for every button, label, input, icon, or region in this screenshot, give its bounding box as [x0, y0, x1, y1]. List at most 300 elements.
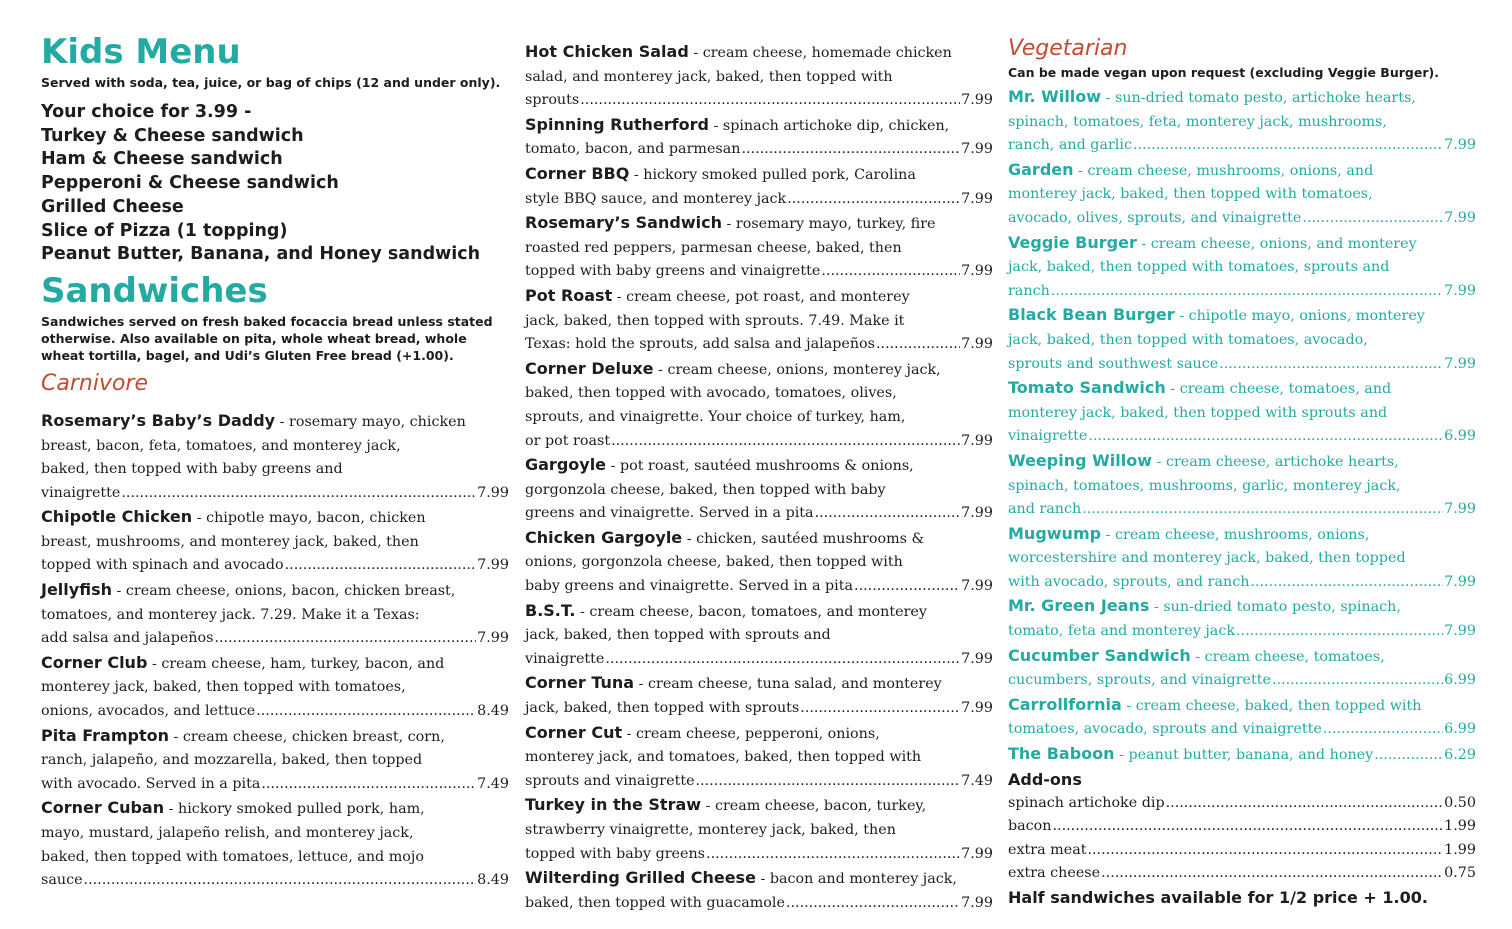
menu-item-desc: cream cheese, artichoke hearts,: [1165, 453, 1399, 470]
menu-item: [1008, 376, 1476, 449]
menu-item-line: [525, 721, 993, 747]
menu-item-name: Chipotle Chicken: [41, 507, 193, 527]
menu-item-price-line: [525, 648, 993, 672]
menu-item-desc: bacon and monterey jack,: [769, 871, 957, 888]
menu-item-price: 7.99: [961, 92, 993, 109]
menu-item-name: Cucumber Sandwich: [1008, 645, 1191, 665]
menu-item-desc: sun-dried tomato pesto, artichoke hearts,: [1114, 90, 1416, 106]
dot-leader: [261, 773, 476, 797]
menu-item-price-line: [1008, 207, 1476, 231]
menu-item-price: 6.99: [1444, 672, 1476, 689]
menu-item-price: 7.99: [477, 630, 509, 647]
menu-item-desc: cream cheese, tuna salad, and monterey: [647, 676, 942, 693]
menu-item-desc: monterey jack, baked, then topped with sprouts and: [1008, 404, 1388, 421]
menu-item-price: 7.99: [961, 845, 993, 862]
menu-item-name: The Baboon: [1008, 744, 1115, 764]
menu-item-dash: -: [1149, 599, 1164, 616]
menu-item-price-line: [1008, 134, 1476, 158]
menu-item-desc: vinaigrette: [1008, 428, 1088, 445]
dot-leader: [1236, 620, 1443, 644]
menu-item-line: [41, 724, 509, 750]
dot-leader: [605, 648, 960, 672]
menu-item-price-line: [41, 700, 509, 724]
sandwiches-title: Sandwiches: [41, 270, 268, 311]
menu-item-name: Rosemary’s Baby’s Daddy: [41, 410, 276, 430]
menu-item-price: 7.49: [477, 775, 509, 792]
addon-name: spinach artichoke dip: [1008, 794, 1165, 811]
menu-item-dash: -: [147, 655, 162, 672]
menu-item-desc: avocado, olives, sprouts, and vinaigrette: [1008, 209, 1302, 226]
menu-item-line: [41, 409, 509, 435]
menu-item-desc: spinach, tomatoes, feta, monterey jack, mushrooms,: [1008, 113, 1387, 130]
menu-item-dash: -: [634, 676, 648, 693]
menu-item-name: Pot Roast: [525, 285, 613, 305]
sandwiches-note: Sandwiches served on fresh baked focaccia bread unless stated otherwise. Also available on pita, whole wheat bread, whole wheat tortilla, bagel, and Udi’s Gluten Free bread (+1.00).: [41, 313, 493, 363]
dot-leader: [1323, 718, 1443, 742]
menu-item-dash: -: [755, 871, 770, 888]
menu-item-name: B.S.T.: [525, 600, 576, 620]
dot-leader: [285, 554, 477, 578]
dot-leader: [742, 138, 961, 162]
menu-item-line: [1008, 522, 1476, 548]
menu-item-price: 7.99: [961, 505, 993, 522]
menu-item: [1008, 303, 1476, 376]
menu-item-desc: chipotle mayo, bacon, chicken: [206, 510, 426, 527]
menu-item-desc: tomatoes, avocado, sprouts and vinaigrette: [1008, 721, 1322, 738]
menu-item: [1008, 85, 1476, 158]
menu-item-line: [1008, 449, 1476, 475]
menu-item-desc: Texas: hold the sprouts, add salsa and jalapeños: [525, 336, 875, 353]
menu-item: [525, 721, 993, 794]
menu-item-line: [525, 40, 993, 66]
menu-item: [525, 866, 993, 915]
menu-item-desc: worcestershire and monterey jack, baked, then topped: [1008, 550, 1406, 567]
menu-item-line: [525, 671, 993, 697]
menu-item-text: [1008, 742, 1373, 768]
menu-item-price-line: [41, 554, 509, 578]
menu-item: [41, 578, 509, 651]
menu-item-desc: baked, then topped with tomatoes, lettuce, and mojo: [41, 848, 424, 865]
menu-item-dash: -: [1101, 90, 1115, 106]
menu-item-desc: rosemary mayo, chicken: [289, 413, 466, 430]
carnivore-list-1: [41, 409, 509, 893]
menu-item-line: [525, 357, 993, 383]
menu-item-price: 7.99: [961, 263, 993, 280]
menu-item-dash: -: [721, 216, 736, 233]
menu-item-desc: baby greens and vinaigrette. Served in a pita: [525, 578, 854, 595]
menu-item-price-line: [1008, 498, 1476, 522]
menu-item: [525, 599, 993, 672]
menu-item-dash: -: [1101, 526, 1115, 543]
menu-item: [525, 113, 993, 162]
dot-leader: [800, 697, 960, 721]
menu-item-name: Weeping Willow: [1008, 450, 1153, 470]
menu-item-name: Mugwump: [1008, 523, 1102, 543]
menu-item: [1008, 158, 1476, 231]
dot-leader: [821, 260, 960, 284]
menu-item-name: Carrollfornia: [1008, 694, 1122, 714]
menu-item-price-line: [1008, 742, 1476, 768]
menu-item-desc: cream cheese, homemade chicken: [702, 45, 952, 61]
menu-item-line: [1008, 158, 1476, 184]
menu-item-price-line: [525, 770, 993, 794]
menu-item-price-line: [525, 843, 993, 867]
menu-item-desc: roasted red peppers, parmesan cheese, baked, then: [525, 239, 902, 256]
kids-menu-item: Ham & Cheese sandwich: [41, 149, 283, 170]
menu-item-price-line: [525, 892, 993, 916]
menu-item-desc: jack, baked, then topped with sprouts. 7.49. Make it: [525, 312, 905, 329]
menu-item-dash: -: [1114, 747, 1129, 764]
menu-item-desc: sprouts, and vinaigrette. Your choice of turkey, ham,: [525, 408, 906, 425]
dot-leader: [611, 430, 960, 454]
menu-item-name: Corner Club: [41, 652, 148, 672]
menu-item: [525, 40, 993, 113]
menu-item-desc: cream cheese, mushrooms, onions,: [1114, 526, 1370, 543]
menu-item-price: 6.99: [1444, 428, 1476, 445]
menu-item-desc: jack, baked, then topped with sprouts: [525, 700, 800, 717]
menu-item-price: 7.99: [1444, 501, 1476, 518]
menu-item-name: Jellyfish: [41, 580, 112, 600]
menu-item-dash: -: [682, 530, 697, 547]
menu-item-price-line: [41, 869, 509, 893]
half-sandwich-note: Half sandwiches available for 1/2 price + 1.00.: [1008, 888, 1428, 907]
menu-item-line: [525, 284, 993, 310]
menu-item-line: [525, 866, 993, 892]
menu-item-name: Spinning Rutherford: [525, 114, 709, 134]
addon-price: 0.50: [1444, 794, 1476, 811]
dot-leader: [1101, 862, 1443, 886]
menu-item-desc: tomato, feta and monterey jack: [1008, 623, 1235, 640]
menu-item-price-line: [525, 89, 993, 113]
menu-item-desc: ranch: [1008, 282, 1050, 299]
menu-item-desc: cream cheese, bacon, tomatoes, and monterey: [589, 603, 927, 620]
menu-item-desc: cream cheese, onions, monterey jack,: [667, 361, 941, 378]
menu-item-desc: pot roast, sautéed mushrooms & onions,: [619, 458, 914, 475]
menu-item-price-line: [1008, 353, 1476, 377]
menu-item-dash: -: [1136, 235, 1151, 252]
menu-item-price-line: [1008, 425, 1476, 449]
menu-item-line: [525, 793, 993, 819]
menu-item: [41, 651, 509, 724]
menu-item-desc: breast, bacon, feta, tomatoes, and monterey jack,: [41, 437, 401, 454]
menu-item-price: 7.99: [961, 336, 993, 353]
menu-item-desc: jack, baked, then topped with sprouts and: [525, 627, 831, 644]
menu-item-price: 7.99: [961, 700, 993, 717]
menu-item: [525, 671, 993, 720]
menu-item: [525, 284, 993, 357]
menu-item-dash: -: [1152, 453, 1166, 470]
dot-leader: [1374, 744, 1443, 768]
dot-leader: [787, 188, 960, 212]
menu-item-dash: -: [701, 798, 715, 815]
menu-item-dash: -: [688, 45, 703, 61]
menu-item-price-line: [1008, 620, 1476, 644]
addon-item: [1008, 792, 1476, 816]
menu-item-price-line: [525, 138, 993, 162]
menu-item: [1008, 644, 1476, 693]
menu-item-line: [525, 162, 993, 188]
menu-item-name: Black Bean Burger: [1008, 305, 1175, 325]
menu-item-price: 7.99: [961, 894, 993, 911]
dot-leader: [1087, 839, 1443, 863]
menu-item-desc: chicken, sautéed mushrooms &: [696, 530, 925, 547]
menu-item-price: 7.99: [961, 432, 993, 449]
menu-item-desc: jack, baked, then topped with tomatoes, sprouts and: [1008, 259, 1390, 276]
menu-item-dash: -: [1190, 648, 1205, 665]
menu-item-desc: strawberry vinaigrette, monterey jack, baked, then: [525, 822, 896, 838]
menu-item-desc: cream cheese, pot roast, and monterey: [626, 288, 910, 305]
menu-item-price: 7.99: [477, 557, 509, 574]
menu-item: [525, 793, 993, 866]
menu-item-name: Corner Cut: [525, 722, 623, 742]
menu-item-line: [41, 578, 509, 604]
vegetarian-note: Can be made vegan upon request (excluding Veggie Burger).: [1008, 65, 1439, 80]
menu-item-line: [1008, 303, 1476, 329]
menu-item-name: Pita Frampton: [41, 725, 169, 745]
menu-item-desc: cream cheese, tomatoes,: [1204, 648, 1385, 665]
menu-item-price-line: [525, 333, 993, 357]
menu-item-name: Garden: [1008, 159, 1074, 179]
menu-item-line: [525, 599, 993, 625]
menu-item-desc: baked, then topped with guacamole: [525, 894, 785, 911]
menu-item-desc: breast, mushrooms, and monterey jack, baked, then: [41, 533, 419, 550]
menu-item-dash: -: [168, 728, 183, 745]
menu-item-name: Gargoyle: [525, 455, 607, 475]
menu-item-name: Wilterding Grilled Cheese: [525, 868, 756, 888]
menu-item-price: 7.99: [961, 650, 993, 667]
dot-leader: [580, 89, 960, 113]
menu-item-line: [525, 113, 993, 139]
menu-item-price: 6.29: [1444, 747, 1476, 764]
menu-item-price: 8.49: [477, 872, 509, 889]
menu-item-desc: sprouts and vinaigrette: [525, 772, 695, 789]
menu-item-dash: -: [622, 725, 637, 742]
menu-item-desc: cream cheese, mushrooms, onions, and: [1087, 162, 1374, 179]
menu-item-dash: -: [575, 603, 590, 620]
dot-leader: [1053, 815, 1444, 839]
menu-item-price-line: [41, 773, 509, 797]
menu-item-price: 7.49: [961, 772, 993, 789]
menu-item-price-line: [525, 260, 993, 284]
column-2: [525, 40, 993, 915]
menu-item-desc: topped with baby greens and vinaigrette: [525, 263, 821, 280]
menu-item-desc: with avocado, sprouts, and ranch: [1008, 573, 1250, 590]
menu-item-desc: spinach, tomatoes, mushrooms, garlic, monterey jack,: [1008, 477, 1401, 494]
menu-item-line: [1008, 85, 1476, 111]
addon-price: 1.99: [1444, 818, 1476, 835]
dot-leader: [706, 843, 960, 867]
dot-leader: [84, 869, 477, 893]
dot-leader: [1133, 134, 1443, 158]
kids-menu-item: Turkey & Cheese sandwich: [41, 125, 304, 146]
menu-item: [525, 526, 993, 599]
menu-item: [1008, 449, 1476, 522]
menu-item-name: Mr. Willow: [1008, 87, 1102, 106]
menu-item-desc: tomato, bacon, and parmesan: [525, 141, 741, 158]
menu-item: [41, 505, 509, 578]
menu-item-desc: cream cheese, onions, and monterey: [1150, 235, 1417, 252]
kids-menu-item: Peanut Butter, Banana, and Honey sandwich: [41, 244, 481, 265]
menu-item-desc: cream cheese, pepperoni, onions,: [636, 725, 880, 742]
dot-leader: [1302, 207, 1443, 231]
menu-item-line: [525, 526, 993, 552]
dot-leader: [1166, 792, 1444, 816]
menu-item-dash: -: [612, 288, 627, 305]
menu-item-desc: vinaigrette: [41, 484, 121, 501]
menu-item-desc: baked, then topped with baby greens and: [41, 461, 343, 478]
menu-item-price-line: [525, 502, 993, 526]
menu-item: [41, 796, 509, 892]
menu-item-desc: topped with baby greens: [525, 845, 706, 862]
menu-item-desc: onions, gorgonzola cheese, baked, then topped with: [525, 554, 903, 571]
menu-item-desc: jack, baked, then topped with tomatoes, avocado,: [1008, 331, 1368, 348]
addon-price: 0.75: [1444, 865, 1476, 882]
menu-item-desc: cream cheese, tomatoes, and: [1179, 381, 1392, 398]
menu-item-price-line: [1008, 280, 1476, 304]
menu-item-line: [1008, 693, 1476, 719]
menu-item-desc: rosemary mayo, turkey, fire: [735, 216, 936, 233]
menu-item-name: Turkey in the Straw: [525, 795, 702, 815]
menu-item-price: 7.99: [1444, 573, 1476, 590]
menu-item-desc: cucumbers, sprouts, and vinaigrette: [1008, 672, 1271, 689]
menu-item-dash: -: [1174, 308, 1189, 325]
menu-item-dash: -: [629, 166, 644, 183]
dot-leader: [854, 575, 960, 599]
menu-item-name: Chicken Gargoyle: [525, 527, 683, 547]
dot-leader: [1219, 353, 1443, 377]
kids-menu-list: [41, 101, 509, 267]
menu-item-price-line: [525, 697, 993, 721]
dot-leader: [214, 627, 476, 651]
menu-item-desc: spinach artichoke dip, chicken,: [722, 117, 950, 134]
menu-item-dash: -: [164, 801, 179, 818]
menu-item-name: Rosemary’s Sandwich: [525, 213, 722, 233]
column-3: [1008, 34, 1476, 910]
menu-item-price: 7.99: [1444, 137, 1476, 154]
menu-item-price-line: [525, 575, 993, 599]
menu-item-desc: cream cheese, baked, then topped with: [1135, 697, 1422, 714]
menu-item-desc: ranch, and garlic: [1008, 137, 1132, 154]
addon-item: [1008, 839, 1476, 863]
addon-name: extra meat: [1008, 841, 1087, 858]
menu-item-price: 6.99: [1444, 721, 1476, 738]
kids-menu-title: Kids Menu: [41, 32, 241, 72]
menu-item-desc: or pot roast: [525, 432, 611, 449]
menu-item-dash: -: [708, 117, 723, 134]
addon-item: [1008, 862, 1476, 886]
menu-item-desc: peanut butter, banana, and honey: [1128, 747, 1374, 764]
kids-menu-item: Your choice for 3.99 -: [41, 102, 252, 122]
kids-menu-item: Grilled Cheese: [41, 196, 184, 217]
menu-item-desc: hickory smoked pulled pork, ham,: [178, 801, 425, 818]
dot-leader: [121, 482, 476, 506]
menu-item-desc: tomatoes, and monterey jack. 7.29. Make it a Texas:: [41, 606, 420, 623]
column-1: [41, 30, 509, 893]
menu-item-desc: sauce: [41, 872, 83, 889]
menu-item-dash: -: [653, 361, 668, 378]
menu-item-line: [1008, 231, 1476, 257]
menu-item-desc: cream cheese, bacon, turkey,: [714, 798, 927, 815]
menu-item-line: [525, 453, 993, 479]
menu-item-line: [1008, 376, 1476, 402]
menu-item-desc: sprouts and southwest sauce: [1008, 355, 1219, 372]
menu-item-desc: cream cheese, ham, turkey, bacon, and: [161, 655, 445, 672]
menu-item-desc: salad, and monterey jack, baked, then topped with: [525, 68, 893, 85]
menu-item-desc: hickory smoked pulled pork, Carolina: [643, 166, 916, 183]
menu-item-desc: ranch, jalapeño, and mozzarella, baked, then topped: [41, 752, 423, 769]
menu-item-desc: with avocado. Served in a pita: [41, 775, 261, 792]
menu-item-desc: and ranch: [1008, 501, 1082, 518]
menu-item: [1008, 742, 1476, 768]
menu-item-price-line: [1008, 571, 1476, 595]
menu-item-desc: monterey jack, baked, then topped with tomatoes,: [41, 679, 406, 696]
menu-item-line: [41, 505, 509, 531]
menu-item-price: 8.49: [477, 703, 509, 720]
menu-item: [525, 357, 993, 453]
menu-item: [1008, 594, 1476, 643]
menu-item-name: Corner Tuna: [525, 673, 635, 693]
menu-item-name: Mr. Green Jeans: [1008, 596, 1150, 616]
menu-item-dash: -: [111, 583, 126, 600]
menu-item-desc: gorgonzola cheese, baked, then topped with baby: [525, 481, 886, 498]
dot-leader: [786, 892, 960, 916]
menu-item: [1008, 522, 1476, 595]
menu-item-price: 7.99: [477, 484, 509, 501]
menu-item-dash: -: [1073, 162, 1088, 179]
menu-item-price: 7.99: [1444, 209, 1476, 226]
menu-item-price: 7.99: [1444, 355, 1476, 372]
menu-item: [525, 211, 993, 284]
menu-item-line: [41, 651, 509, 677]
menu-item-price-line: [41, 482, 509, 506]
menu-item-price: 7.99: [961, 141, 993, 158]
menu-item-name: Veggie Burger: [1008, 232, 1137, 252]
menu-item-line: [1008, 644, 1476, 670]
menu-item-price: 7.99: [1444, 623, 1476, 640]
menu-item-desc: onions, avocados, and lettuce: [41, 703, 256, 720]
kids-menu-note: Served with soda, tea, juice, or bag of chips (12 and under only).: [41, 75, 501, 90]
dot-leader: [1082, 498, 1443, 522]
dot-leader: [1088, 425, 1443, 449]
menu-item-desc: baked, then topped with avocado, tomatoes, olives,: [525, 385, 897, 402]
dot-leader: [815, 502, 961, 526]
menu-item-desc: mayo, mustard, jalapeño relish, and monterey jack,: [41, 825, 414, 842]
menu-item-desc: add salsa and jalapeños: [41, 630, 214, 647]
menu-item-desc: cream cheese, onions, bacon, chicken breast,: [125, 583, 456, 600]
addon-name: extra cheese: [1008, 865, 1101, 882]
menu-item: [1008, 231, 1476, 304]
menu-item-dash: -: [275, 413, 290, 430]
menu-item-price-line: [1008, 669, 1476, 693]
dot-leader: [1272, 669, 1443, 693]
vegetarian-list: [1008, 85, 1476, 768]
menu-item-desc: chipotle mayo, onions, monterey: [1188, 308, 1425, 325]
menu-item: [41, 724, 509, 797]
menu-item-desc: monterey jack, baked, then topped with tomatoes,: [1008, 186, 1373, 203]
addons-title: Add-ons: [1008, 769, 1082, 789]
menu-item-dash: -: [192, 510, 207, 527]
menu-item-name: Corner Deluxe: [525, 358, 654, 378]
menu-item-dash: -: [1165, 381, 1180, 398]
menu-item: [41, 409, 509, 505]
menu-item: [525, 162, 993, 211]
menu-item-price: 7.99: [961, 190, 993, 207]
kids-menu-item: Slice of Pizza (1 topping): [41, 220, 288, 241]
menu-item-desc: sun-dried tomato pesto, spinach,: [1163, 599, 1401, 616]
kids-menu-item: Pepperoni & Cheese sandwich: [41, 173, 339, 194]
menu-item-price-line: [1008, 718, 1476, 742]
menu-item-dash: -: [606, 458, 620, 475]
